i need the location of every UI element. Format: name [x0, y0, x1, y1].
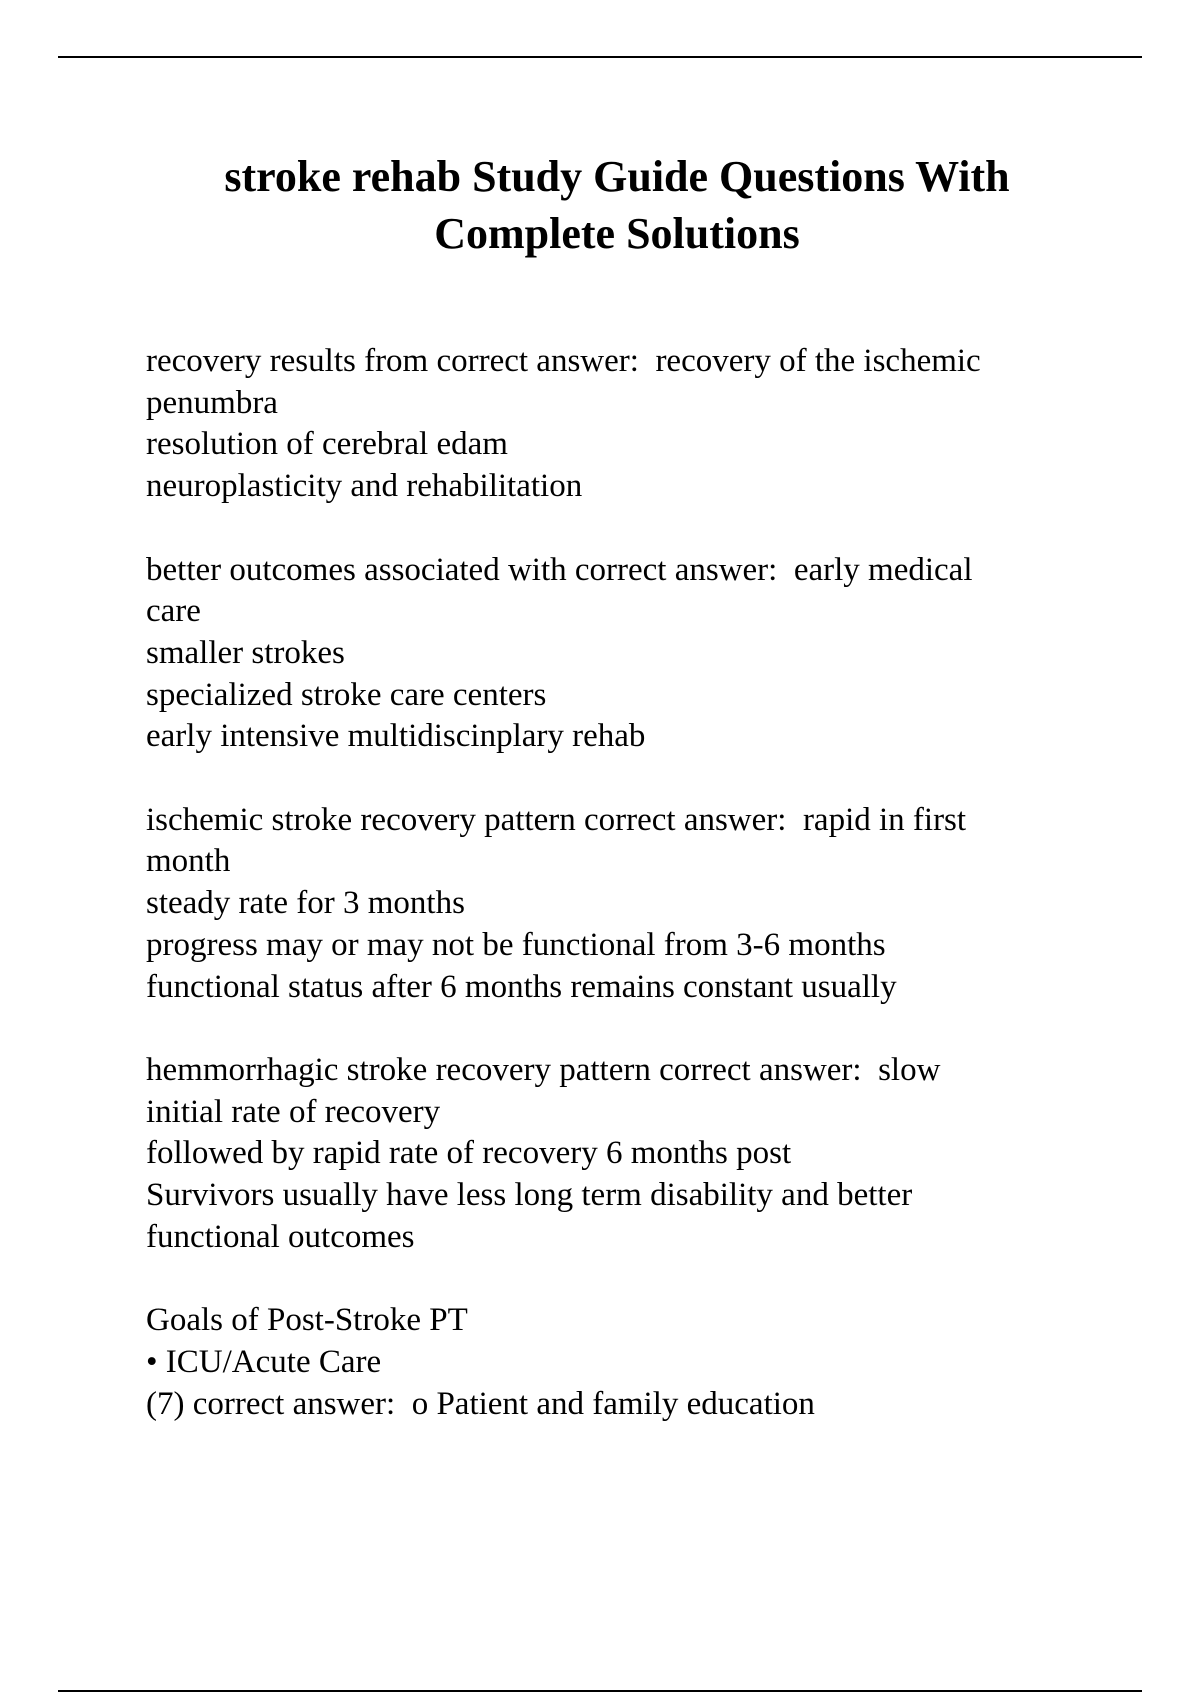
qa-block-hemorrhagic-recovery — [146, 1050, 1146, 1259]
document-title — [100, 148, 1134, 262]
qa-block-better-outcomes — [146, 550, 1146, 759]
text-line: functional status after 6 months remains constant usually — [146, 968, 897, 1005]
text-line: (7) correct answer: o Patient and family education — [146, 1385, 815, 1422]
text-line: care — [146, 593, 201, 630]
text-line: penumbra — [146, 384, 278, 421]
document-body — [146, 341, 1146, 1425]
top-rule — [58, 56, 1142, 58]
text-line: Survivors usually have less long term disability and better — [146, 1177, 913, 1214]
qa-block-goals-post-stroke-pt — [146, 1300, 1146, 1425]
text-line: hemmorrhagic stroke recovery pattern correct answer: slow — [146, 1051, 941, 1088]
text-line: neuroplasticity and rehabilitation — [146, 468, 583, 505]
text-line: better outcomes associated with correct answer: early medical — [146, 551, 973, 588]
text-line: steady rate for 3 months — [146, 885, 465, 922]
text-line: early intensive multidiscinplary rehab — [146, 718, 646, 755]
text-line: progress may or may not be functional from 3-6 months — [146, 926, 886, 963]
text-line: initial rate of recovery — [146, 1093, 441, 1130]
bottom-rule — [58, 1690, 1142, 1692]
text-line: resolution of cerebral edam — [146, 426, 508, 463]
bullet-line: • ICU/Acute Care — [146, 1343, 382, 1380]
text-line: functional outcomes — [146, 1218, 415, 1255]
text-line: Goals of Post-Stroke PT — [146, 1302, 468, 1339]
text-line: smaller strokes — [146, 634, 345, 671]
text-line: followed by rapid rate of recovery 6 months post — [146, 1135, 792, 1172]
qa-block-ischemic-recovery — [146, 800, 1146, 1009]
text-line: month — [146, 843, 231, 880]
qa-block-recovery-results — [146, 341, 1146, 508]
title-line: stroke rehab Study Guide Questions With — [224, 152, 1010, 201]
text-line: ischemic stroke recovery pattern correct answer: rapid in first — [146, 801, 967, 838]
text-line: specialized stroke care centers — [146, 676, 547, 713]
text-line: recovery results from correct answer: recovery of the ischemic — [146, 343, 981, 379]
title-line: Complete Solutions — [434, 209, 800, 258]
